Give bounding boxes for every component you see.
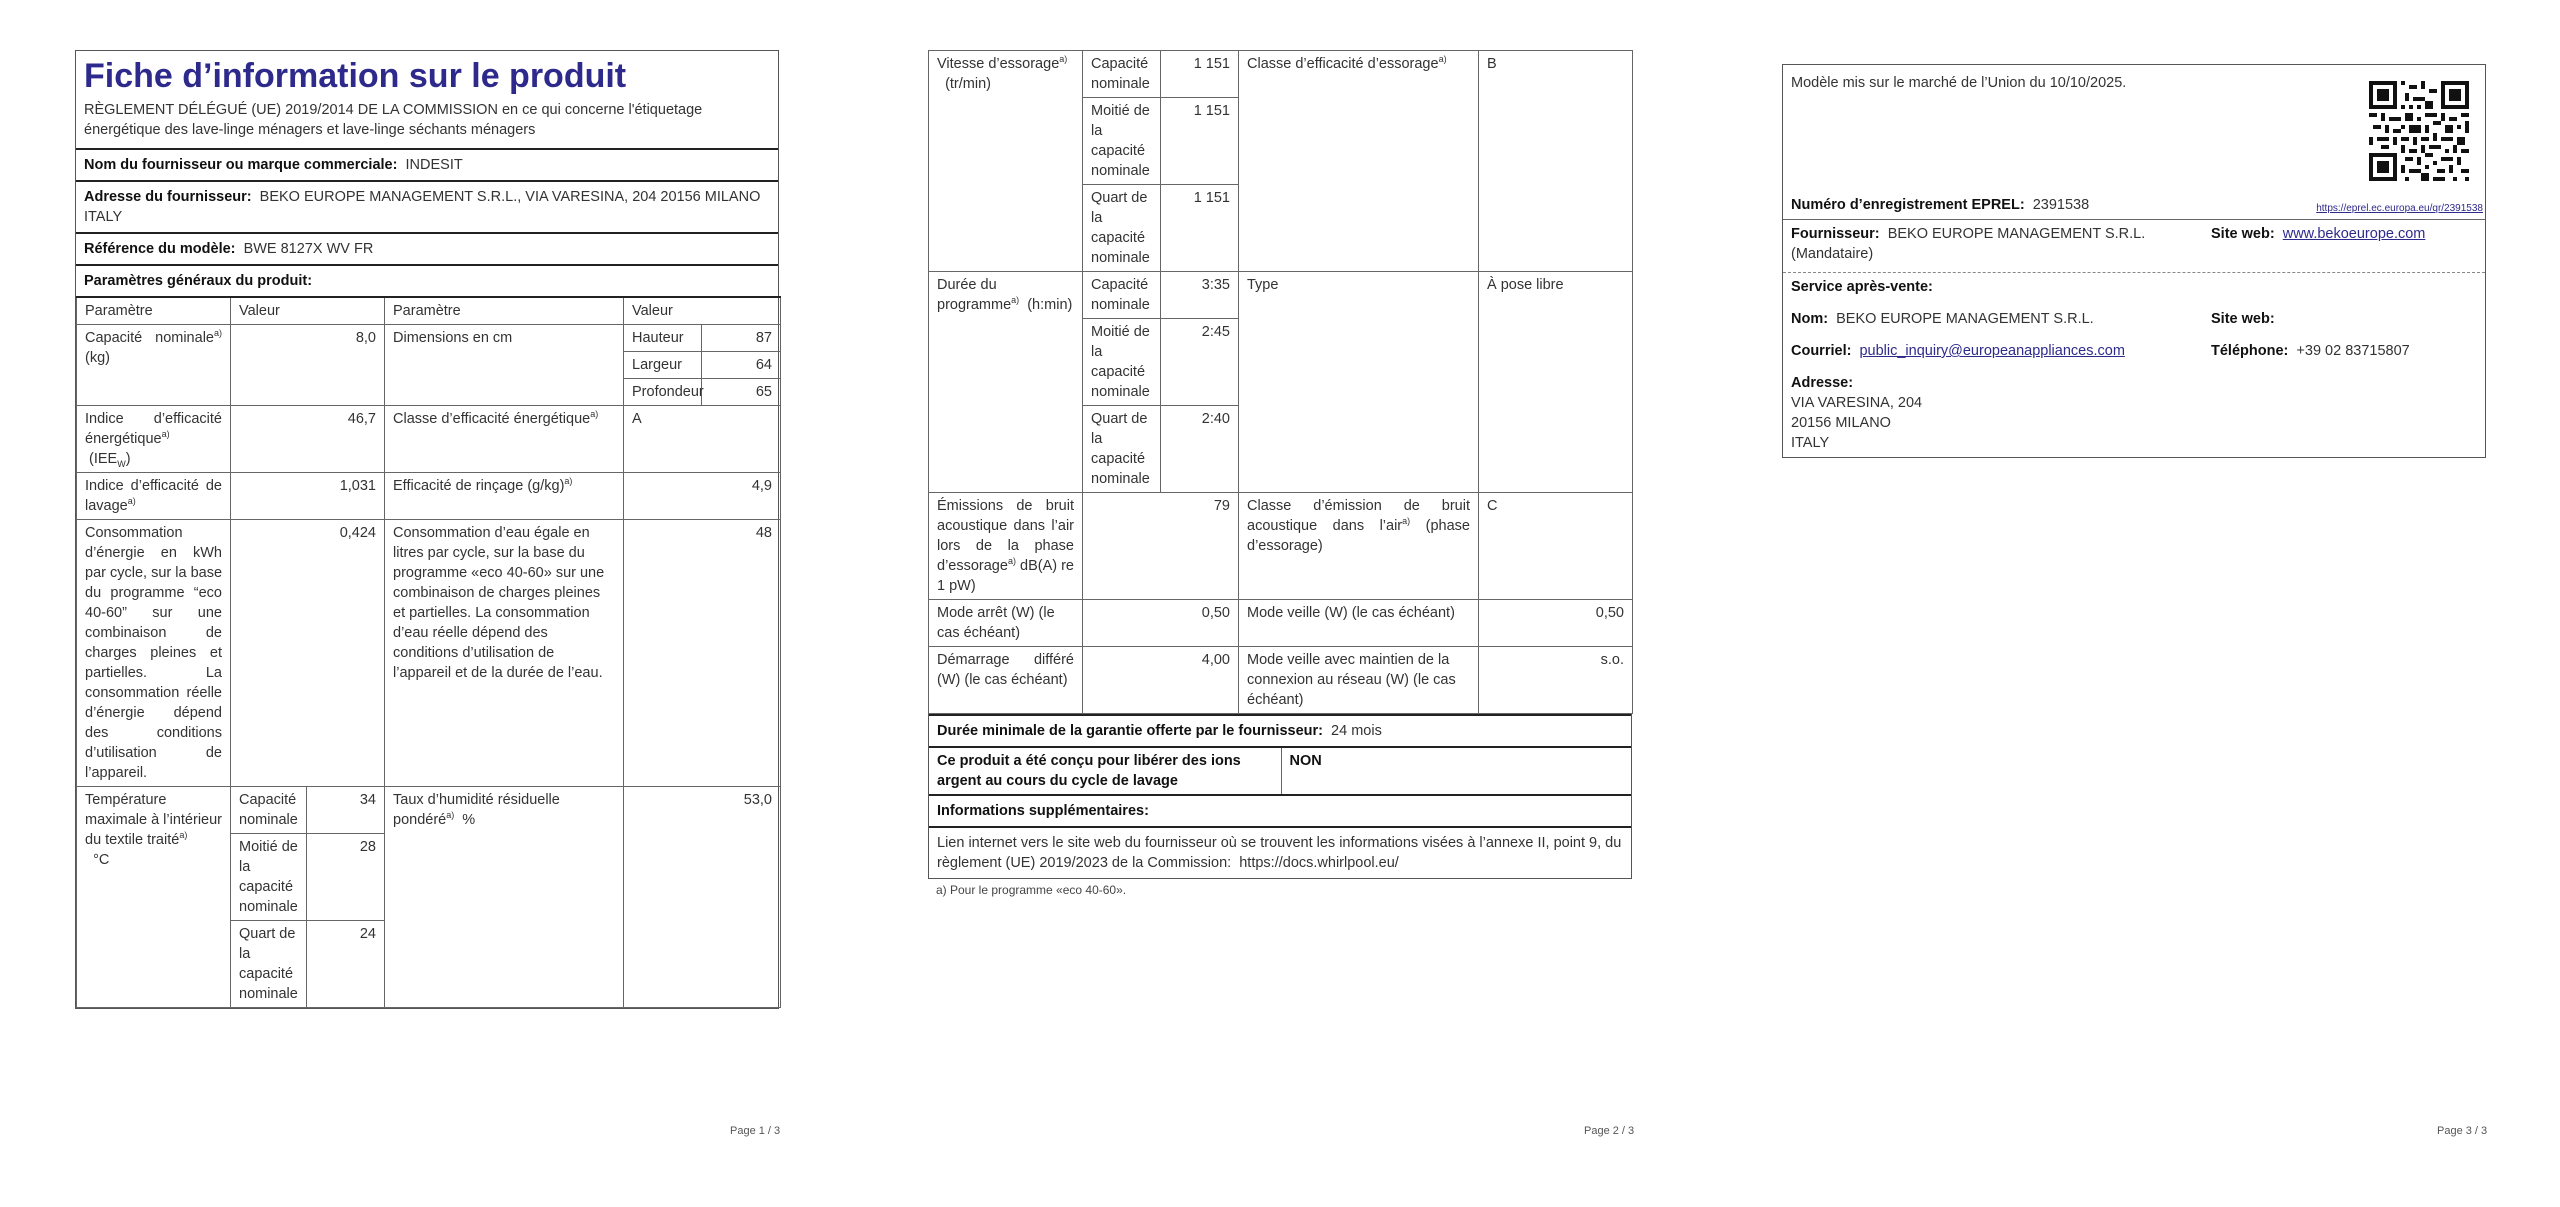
spin-half-value: 1 151: [1161, 98, 1239, 185]
model-ref-label: Référence du modèle:: [84, 241, 236, 257]
address-line-1: VIA VARESINA, 204: [1791, 395, 1923, 411]
footnote: a) Pour le programme «eco 40-60».: [936, 883, 1127, 897]
dimensions-label: Dimensions en cm: [385, 325, 624, 406]
address-block: [1791, 373, 1922, 453]
table-row: [929, 272, 1633, 319]
website-row: [2211, 224, 2425, 244]
energy-class-value: A: [624, 406, 781, 473]
col-header-param: Paramètre: [77, 297, 231, 325]
temp-half-value: 28: [307, 834, 385, 921]
link-url[interactable]: https://docs.whirlpool.eu/: [1239, 855, 1399, 871]
silver-table: [929, 746, 1631, 794]
humidity-label: Taux d’humidité résiduelle pondéré$^{a)}$ %: [385, 787, 624, 1008]
washing-index-label: Indice d’efficacité de lavage$^{a)}$: [77, 473, 231, 520]
page-1: [75, 50, 779, 1009]
service-section: [1783, 273, 2485, 457]
temp-full-value: 34: [307, 787, 385, 834]
general-params-row: [76, 264, 778, 296]
table-row: [77, 787, 781, 834]
service-name: BEKO EUROPE MANAGEMENT S.R.L.: [1836, 311, 2094, 327]
service-name-row: [1791, 309, 2094, 329]
col-header-value: Valeur: [231, 297, 385, 325]
supplier-name-row: [76, 148, 778, 180]
supplier-row: [1791, 224, 2191, 264]
eei-value: 46,7: [231, 406, 385, 473]
noise-class-label: Classe d’émission de bruit acoustique dans l’air$^{a)}$ (phase d’essorage): [1239, 493, 1479, 600]
table-row: [929, 493, 1633, 600]
warranty-label: Durée minimale de la garantie offerte par le fournisseur:: [937, 723, 1323, 739]
supplier-address-row: [76, 180, 778, 232]
supplier-name: INDESIT: [405, 157, 463, 173]
email-label: Courriel:: [1791, 343, 1852, 359]
address-line-2: 20156 MILANO: [1791, 415, 1891, 431]
table-row: [929, 647, 1633, 714]
table-row: [929, 51, 1633, 98]
supplier-value: BEKO EUROPE MANAGEMENT S.R.L. (Mandataire): [1791, 226, 2146, 262]
silver-label: Ce produit a été conçu pour libérer des ions argent au cours du cycle de lavage: [929, 747, 1281, 794]
page-2: [928, 50, 1632, 897]
type-value: À pose libre: [1479, 272, 1633, 493]
dur-cap-half-label: Moitié de la capacité nominale: [1083, 319, 1161, 406]
col-header-param-2: Paramètre: [385, 297, 624, 325]
networked-label: Mode veille avec maintien de la connexion au réseau (W) (le cas échéant): [1239, 647, 1479, 714]
table-row: [77, 406, 781, 473]
product-info-sheet: [75, 50, 779, 1009]
eprel-row: [1791, 197, 2089, 213]
cap-full-label: Capacité nominale: [231, 787, 307, 834]
dur-cap-quarter-label: Quart de la capacité nominale: [1083, 406, 1161, 493]
water-cons-value: 48: [624, 520, 781, 787]
warranty-value: 24 mois: [1331, 723, 1382, 739]
qr-code-icon[interactable]: [2369, 81, 2469, 181]
eprel-info-box: [1782, 64, 2486, 458]
general-params-label: Paramètres généraux du produit:: [84, 273, 313, 289]
website-label: Site web:: [2211, 226, 2275, 242]
cap-quarter-label: Quart de la capacité nominale: [231, 921, 307, 1008]
spin-full-value: 1 151: [1161, 51, 1239, 98]
energy-cons-label: Consommation d’énergie en kWh par cycle, sur la base du programme “eco 40-60” sur une combinaison de charges pleines et partielles. La consommation réelle d’énergie dépend des conditions d’utilisation de l’appareil.: [77, 520, 231, 787]
rated-capacity-label: Capacité nominale$^{a)}$ (kg): [77, 325, 231, 406]
washing-index-value: 1,031: [231, 473, 385, 520]
model-ref: BWE 8127X WV FR: [243, 241, 374, 257]
spin-class-label: Classe d’efficacité d’essorage$^{a)}$: [1239, 51, 1479, 272]
off-mode-value: 0,50: [1083, 600, 1239, 647]
water-cons-label: Consommation d’eau égale en litres par cycle, sur la base du programme «eco 40-60» sur une combinaison de charges pleines et partielles. La consommation d’eau réelle dépend des conditions d’utilisation de l’appareil et de la durée de l’eau.: [385, 520, 624, 787]
page-number-2: Page 2 / 3: [1584, 1125, 1635, 1137]
spin-cap-full-label: Capacité nominale: [1083, 51, 1161, 98]
energy-cons-value: 0,424: [231, 520, 385, 787]
address-line-3: ITALY: [1791, 435, 1830, 451]
rinse-label: Efficacité de rinçage $(g/kg)^{a)}$: [385, 473, 624, 520]
spin-speed-label: Vitesse d’essorage$^{a)}$ (tr/min): [929, 51, 1083, 272]
noise-value: 79: [1083, 493, 1239, 600]
page-title: Fiche d’information sur le produit: [84, 57, 627, 95]
website-link[interactable]: www.bekoeurope.com: [2282, 226, 2426, 242]
delay-value: 4,00: [1083, 647, 1239, 714]
eei-label: Indice d’efficacité énergétique$^{a)}$ $(IEE_W)$: [77, 406, 231, 473]
dur-full-value: 3:35: [1161, 272, 1239, 319]
link-row: [929, 826, 1631, 878]
table-header-row: [77, 297, 781, 325]
phone-row: [2211, 341, 2410, 361]
supplier-address: BEKO EUROPE MANAGEMENT S.R.L., VIA VARESINA, 204 20156 MILANO ITALY: [84, 189, 761, 225]
supplier-name-label: Nom du fournisseur ou marque commerciale:: [84, 157, 398, 173]
supplier-section: [1783, 220, 2485, 273]
supplier-address-label: Adresse du fournisseur:: [84, 189, 252, 205]
page-number-1: Page 1 / 3: [730, 1125, 781, 1137]
dur-quarter-value: 2:40: [1161, 406, 1239, 493]
phone-value: +39 02 83715807: [2296, 343, 2410, 359]
networked-value: s.o.: [1479, 647, 1633, 714]
noise-class-value: C: [1479, 493, 1633, 600]
dur-half-value: 2:45: [1161, 319, 1239, 406]
regulation-text: RÈGLEMENT DÉLÉGUÉ (UE) 2019/2014 DE LA COMMISSION en ce qui concerne l'étiquetage énergétique des lave-linge ménagers et lave-linge séchants ménagers: [84, 102, 703, 138]
depth-label: Profondeur: [624, 379, 702, 406]
page-number-3: Page 3 / 3: [2437, 1125, 2488, 1137]
delay-label: Démarrage différé (W) (le cas échéant): [929, 647, 1083, 714]
width-label: Largeur: [624, 352, 702, 379]
extra-info-row: [929, 794, 1631, 826]
height-value: 87: [702, 325, 781, 352]
page-3: [1782, 64, 2486, 458]
table-row: [929, 747, 1631, 794]
service-name-label: Nom:: [1791, 311, 1829, 327]
email-row: [1791, 341, 2125, 361]
extra-section: [928, 714, 1632, 879]
spin-cap-quarter-label: Quart de la capacité nominale: [1083, 185, 1161, 272]
width-value: 64: [702, 352, 781, 379]
service-site-label: Site web:: [2211, 311, 2275, 327]
model-ref-row: [76, 232, 778, 264]
height-label: Hauteur: [624, 325, 702, 352]
col-header-value-2: Valeur: [624, 297, 781, 325]
supplier-label: Fournisseur:: [1791, 226, 1880, 242]
humidity-value: 53,0: [624, 787, 781, 1008]
spin-duration-table: [928, 50, 1633, 714]
standby-label: Mode veille (W) (le cas échéant): [1239, 600, 1479, 647]
spin-quarter-value: 1 151: [1161, 185, 1239, 272]
type-label: Type: [1239, 272, 1479, 493]
market-date: Modèle mis sur le marché de l’Union du 10/10/2025.: [1791, 75, 2127, 91]
phone-label: Téléphone:: [2211, 343, 2289, 359]
link-text: Lien internet vers le site web du fournisseur où se trouvent les informations visées à l’annexe II, point 9, du règlement (UE) 2019/2023 de la Commission:: [937, 835, 1622, 871]
market-section: [1783, 65, 2485, 220]
standby-value: 0,50: [1479, 600, 1633, 647]
duration-label: Durée du programme$^{a)}$ (h:min): [929, 272, 1083, 493]
noise-label: Émissions de bruit acoustique dans l’air lors de la phase d’essorage$^{a)}$ dB(A) re 1 pW): [929, 493, 1083, 600]
silver-value: NON: [1289, 753, 1322, 769]
spin-class-value: B: [1479, 51, 1633, 272]
table-row: [77, 325, 781, 352]
off-mode-label: Mode arrêt (W) (le cas échéant): [929, 600, 1083, 647]
eprel-url-link[interactable]: https://eprel.ec.europa.eu/qr/2391538: [2316, 203, 2483, 214]
address-label: Adresse:: [1791, 375, 1854, 391]
spin-cap-half-label: Moitié de la capacité nominale: [1083, 98, 1161, 185]
rated-capacity-value: 8,0: [231, 325, 385, 406]
service-label: Service après-vente:: [1791, 279, 1933, 295]
eprel-label: Numéro d’enregistrement EPREL:: [1791, 197, 2025, 213]
table-row: [929, 600, 1633, 647]
extra-info-label: Informations supplémentaires:: [937, 803, 1149, 819]
temp-quarter-value: 24: [307, 921, 385, 1008]
eprel-number: 2391538: [2032, 197, 2090, 213]
depth-value: 65: [702, 379, 781, 406]
table-row: [77, 520, 781, 787]
warranty-row: [929, 714, 1631, 746]
max-temp-label: Température maximale à l’intérieur du textile traité$^{a)}$ °C: [77, 787, 231, 1008]
rinse-value: 4,9: [624, 473, 781, 520]
cap-half-label: Moitié de la capacité nominale: [231, 834, 307, 921]
energy-class-label: Classe d’efficacité énergétique$^{a)}$: [385, 406, 624, 473]
service-site-row: [2211, 309, 2275, 329]
general-params-table: [76, 296, 781, 1008]
email-link[interactable]: public_inquiry@europeanappliances.com: [1859, 343, 2125, 359]
table-row: [77, 473, 781, 520]
dur-cap-full-label: Capacité nominale: [1083, 272, 1161, 319]
